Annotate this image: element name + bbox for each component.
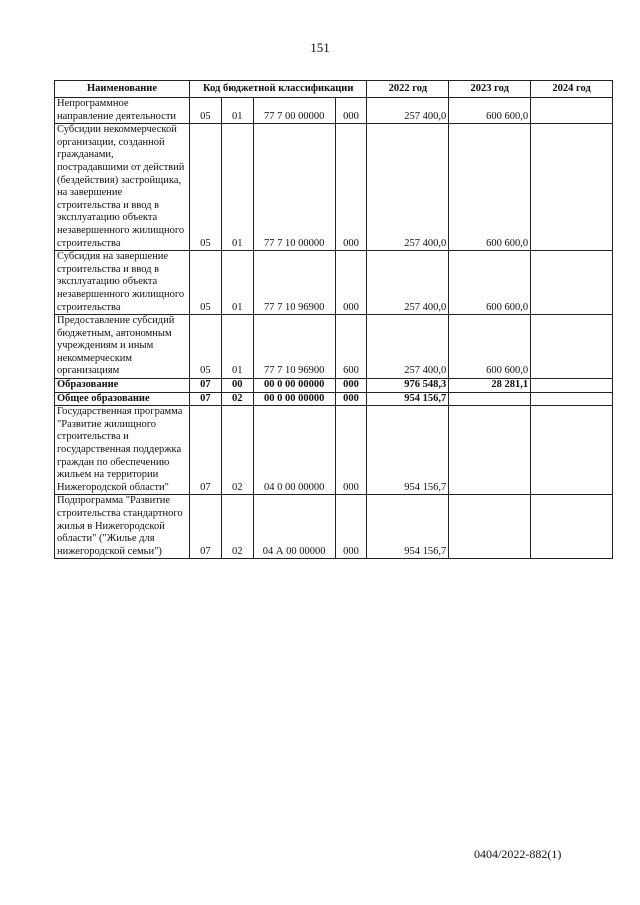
row-expense-type: 000 [335, 98, 367, 124]
row-subsection: 01 [221, 98, 253, 124]
row-subsection: 02 [221, 406, 253, 495]
table-row-total [55, 379, 613, 393]
row-2023 [449, 495, 531, 559]
row-target-code: 04 0 00 00000 [253, 406, 335, 495]
row-subsection: 01 [221, 124, 253, 251]
row-target-code: 77 7 10 00000 [253, 124, 335, 251]
row-2022: 954 156,7 [367, 392, 449, 406]
header-name: Наименование [55, 81, 190, 98]
row-expense-type: 000 [335, 251, 367, 315]
row-target-code: 77 7 10 96900 [253, 315, 335, 379]
row-target-code: 77 7 10 96900 [253, 251, 335, 315]
row-target-code: 00 0 00 00000 [253, 379, 335, 393]
row-expense-type: 000 [335, 406, 367, 495]
row-2024 [531, 251, 613, 315]
row-name: Предоставление субсидий бюджетным, автономным учреждениям и иным некоммерческим организациям [55, 315, 190, 379]
row-subsection: 00 [221, 379, 253, 393]
row-2024 [531, 495, 613, 559]
row-2023: 28 281,1 [449, 379, 531, 393]
row-section: 05 [189, 124, 221, 251]
table-header-row [55, 81, 613, 98]
row-2024 [531, 392, 613, 406]
table-row-total [55, 392, 613, 406]
row-section: 05 [189, 98, 221, 124]
row-expense-type: 000 [335, 495, 367, 559]
row-2023: 600 600,0 [449, 251, 531, 315]
row-2024 [531, 98, 613, 124]
page-number: 151 [310, 40, 330, 55]
header-2022: 2022 год [367, 81, 449, 98]
row-expense-type: 000 [335, 379, 367, 393]
row-2024 [531, 315, 613, 379]
row-name: Общее образование [55, 392, 190, 406]
row-name: Непрограммное направление деятельности [55, 98, 190, 124]
row-2024 [531, 406, 613, 495]
row-subsection: 01 [221, 251, 253, 315]
row-2022: 976 548,3 [367, 379, 449, 393]
row-2023: 600 600,0 [449, 98, 531, 124]
row-2022: 257 400,0 [367, 124, 449, 251]
table-row [55, 406, 613, 495]
row-name: Образование [55, 379, 190, 393]
table-row [55, 98, 613, 124]
row-section: 05 [189, 315, 221, 379]
row-2022: 954 156,7 [367, 406, 449, 495]
row-2022: 257 400,0 [367, 98, 449, 124]
header-code: Код бюджетной классификации [189, 81, 366, 98]
table-row [55, 251, 613, 315]
table-row [55, 495, 613, 559]
row-section: 07 [189, 495, 221, 559]
row-section: 07 [189, 379, 221, 393]
document-code: 0404/2022-882(1) [474, 847, 562, 861]
row-name: Субсидия на завершение строительства и ввод в эксплуатацию объекта незавершенного жилищного строительства [55, 251, 190, 315]
table-row [55, 315, 613, 379]
row-section: 07 [189, 392, 221, 406]
row-name: Государственная программа "Развитие жилищного строительства и государственная поддержка граждан по обеспечению жильем на территории Нижегородской области" [55, 406, 190, 495]
row-2023: 600 600,0 [449, 315, 531, 379]
row-section: 07 [189, 406, 221, 495]
row-2024 [531, 379, 613, 393]
row-target-code: 00 0 00 00000 [253, 392, 335, 406]
row-2023 [449, 406, 531, 495]
row-2022: 257 400,0 [367, 251, 449, 315]
row-2023 [449, 392, 531, 406]
row-2023: 600 600,0 [449, 124, 531, 251]
row-target-code: 04 А 00 00000 [253, 495, 335, 559]
header-2024: 2024 год [531, 81, 613, 98]
header-2023: 2023 год [449, 81, 531, 98]
budget-table [54, 80, 613, 559]
row-subsection: 01 [221, 315, 253, 379]
row-target-code: 77 7 00 00000 [253, 98, 335, 124]
row-2024 [531, 124, 613, 251]
table-row [55, 124, 613, 251]
row-subsection: 02 [221, 495, 253, 559]
row-name: Подпрограмма "Развитие строительства стандартного жилья в Нижегородской области" ("Жилье для нижегородской семьи") [55, 495, 190, 559]
row-expense-type: 000 [335, 124, 367, 251]
row-expense-type: 000 [335, 392, 367, 406]
row-2022: 954 156,7 [367, 495, 449, 559]
row-name: Субсидии некоммерческой организации, созданной гражданами, пострадавшими от действий (бездействия) застройщика, на завершение строительства и ввод в эксплуатацию объекта незавершенного жилищного строительства [55, 124, 190, 251]
row-expense-type: 600 [335, 315, 367, 379]
row-section: 05 [189, 251, 221, 315]
row-subsection: 02 [221, 392, 253, 406]
row-2022: 257 400,0 [367, 315, 449, 379]
